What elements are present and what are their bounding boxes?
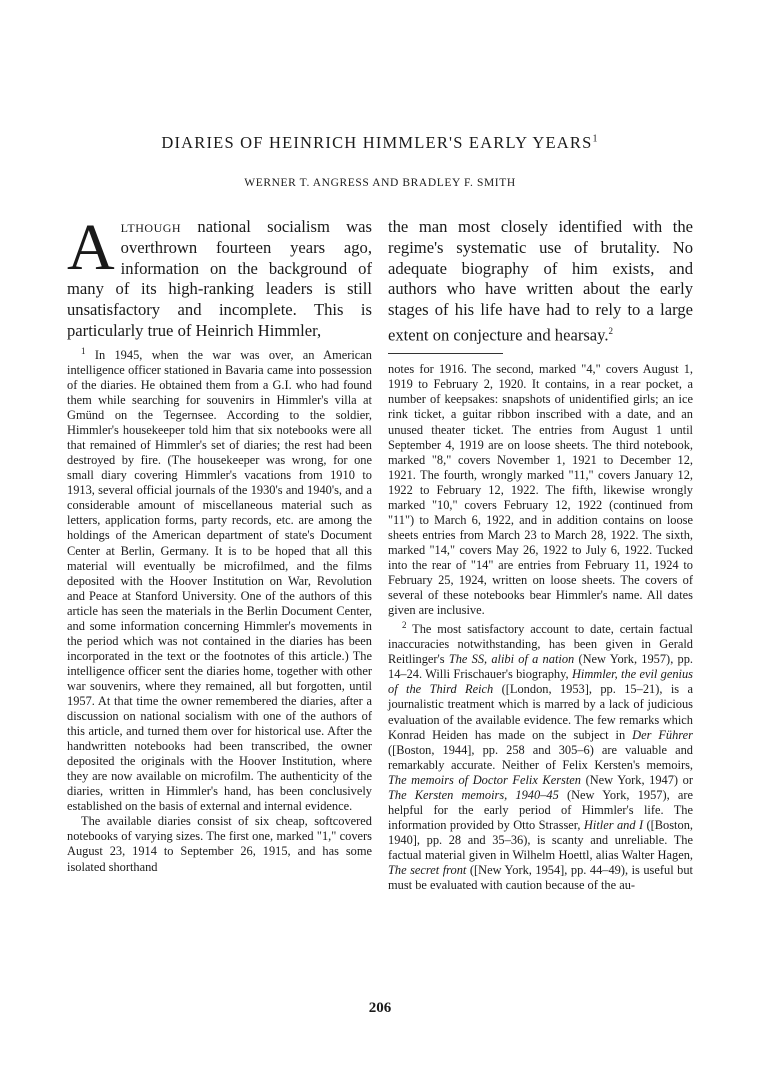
page-number: 206 <box>368 1000 392 1016</box>
footnotes-left <box>67 344 372 875</box>
footnote-2-text: (New York, 1957), pp. 14–24. Willi Frischauer's biography, <box>388 652 693 682</box>
footnote-rule <box>388 353 503 354</box>
opening-small-caps: lthough <box>120 217 182 236</box>
footnote-2-text: ([New York, 1954], pp. 44–49), is useful but must be evaluated with caution because of the au- <box>388 862 693 893</box>
footnote-2 <box>388 618 693 893</box>
citation-title: The secret front <box>388 862 467 877</box>
footnote-2-text: ([Boston, 1940], pp. 28 and 35–36), is scanty and unreliable. The factual material given in Wilhelm Hoettl, alias Walter Hagen, <box>388 817 693 862</box>
left-column <box>67 211 372 875</box>
body-continuation-text: the man most closely identified with the regime's systematic use of brutality. No adequate biography of him exists, and authors who have written about the early stages of his life have had to rely to a large extent on conjecture and hearsay. <box>388 217 693 345</box>
citation-title: Himmler, the evil genius of the Third Reich <box>388 667 693 697</box>
footnote-2-text: (New York, 1947) or <box>580 772 693 787</box>
citation-title: The Kersten memoirs, 1940–45 <box>388 787 559 802</box>
title-text: DIARIES OF HEINRICH HIMMLER'S EARLY YEARS <box>161 133 593 152</box>
body-footnote-marker: 2 <box>608 325 614 336</box>
footnote-2-text: (New York, 1957), are helpful for the early period of Himmler's life. The information provided by Otto Strasser, <box>388 787 693 832</box>
footnote-1-continued: notes for 1916. The second, marked "4," covers August 1, 1919 to February 2, 1920. It contains, in a rear pocket, a number of keepsakes: snapshots of unidentified girls; an ice rink ticket, a guitar ribbon inscribed with a date, and an unused theater ticket. The entries from August 1 until September 4, 1919 are on loose sheets. The third notebook, marked "8," covers November 1, 1921 to December 12, 1921. The fourth, wrongly marked "11," covers January 12, 1922 to February 12, 1922. The fifth, likewise wrongly marked "10," covers February 12, 1922 (continued from "11") to March 6, 1922, and in addition contains on loose sheets entries from March 23 to March 28, 1922. The sixth, marked "14," covers May 26, 1922 to July 6, 1922. Tucked into the rear of "14" are entries from February 11, 1924 to February 25, 1924, written on loose sheets. The covers of several of these notebooks bear Himmler's name. All dates given are inclusive. <box>388 362 693 618</box>
footnote-1-marker: 1 <box>81 345 86 356</box>
article-title <box>0 133 760 153</box>
right-column <box>388 217 693 893</box>
footnote-1-paragraph-2: The available diaries consist of six cheap, softcovered notebooks of varying sizes. The first one, marked "1," covers August 23, 1914 to September 26, 1915, and has some isolated shorthand <box>67 814 372 874</box>
footnote-1-text: In 1945, when the war was over, an American intelligence officer stationed in Bavaria came into possession of the diaries. He obtained them from a G.I. who had found them while searching for souvenirs in Himmler's villa at Gmünd on the Tegernsee. According to the soldier, Himmler's housekeeper told him that six notebooks were all that remained of Himmler's set of diaries; the rest had been destroyed by fire. (The housekeeper was wrong, for one small diary covering Himmler's vacations from 1910 to 1913, several official journals of the 1930's and 1940's, and a considerable amount of miscellaneous material such as letters, application forms, party records, etc. are among the holdings of the American department of state's Document Center at Berlin, Germany. It is to be hoped that all this material will eventually be microfilmed, and the films deposited with the Hoover Institution on War, Revolution and Peace at Stanford University. One of the authors of this article has seen the materials in the Berlin Document Center, and some information concerning Himmler's movements in the period which was not contained in the diaries has been incorporated in the text or the footnotes of this article.) The intelligence officer sent the diaries home, together with other war souvenirs, where they remained, all but forgotten, until 1957. At that time the owner remembered the diaries, after a discussion on national socialism with one of the authors of this article, and turned them over for historical use. After the handwritten notebooks had been transcribed, the owner deposited the originals with the Hoover Institution, where they are now available on microfilm. The authenticity of the diaries, written in Himmler's hand, has been conclusively established on the basis of external and internal evidence. <box>67 347 372 814</box>
footnote-2-marker: 2 <box>402 620 407 631</box>
drop-cap: A <box>67 211 115 284</box>
author-line: WERNER T. ANGRESS AND BRADLEY F. SMITH <box>244 177 516 189</box>
footnote-2-text: ([Boston, 1944], pp. 258 and 305–6) are valuable and remarkably accurate. Neither of Felix Kersten's memoirs, <box>388 742 693 772</box>
footnote-1 <box>67 344 372 815</box>
body-continuation <box>388 217 693 346</box>
footnote-2-text: The most satisfactory account to date, certain factual inaccuracies notwithstanding, has been given in Gerald Reitlinger's <box>388 622 693 667</box>
citation-title: The memoirs of Doctor Felix Kersten <box>388 772 581 787</box>
citation-title: Hitler and I <box>583 817 644 832</box>
opening-paragraph <box>67 211 372 342</box>
citation-title: Der Führer <box>632 727 693 742</box>
footnote-2-text: ([London, 1953], pp. 15–21), is a journalistic treatment which is marred by a lack of judicious evaluation of the available evidence. The few remarks which Konrad Heiden has made on the subject in <box>388 682 693 742</box>
opening-text: national socialism was overthrown fourteen years ago, information on the background of many of its high-ranking leaders is still unsatisfactory and incomplete. This is particularly true of Heinrich Himmler, <box>67 217 372 340</box>
title-footnote-marker: 1 <box>592 133 599 145</box>
citation-title: The SS, alibi of a nation <box>448 652 575 667</box>
